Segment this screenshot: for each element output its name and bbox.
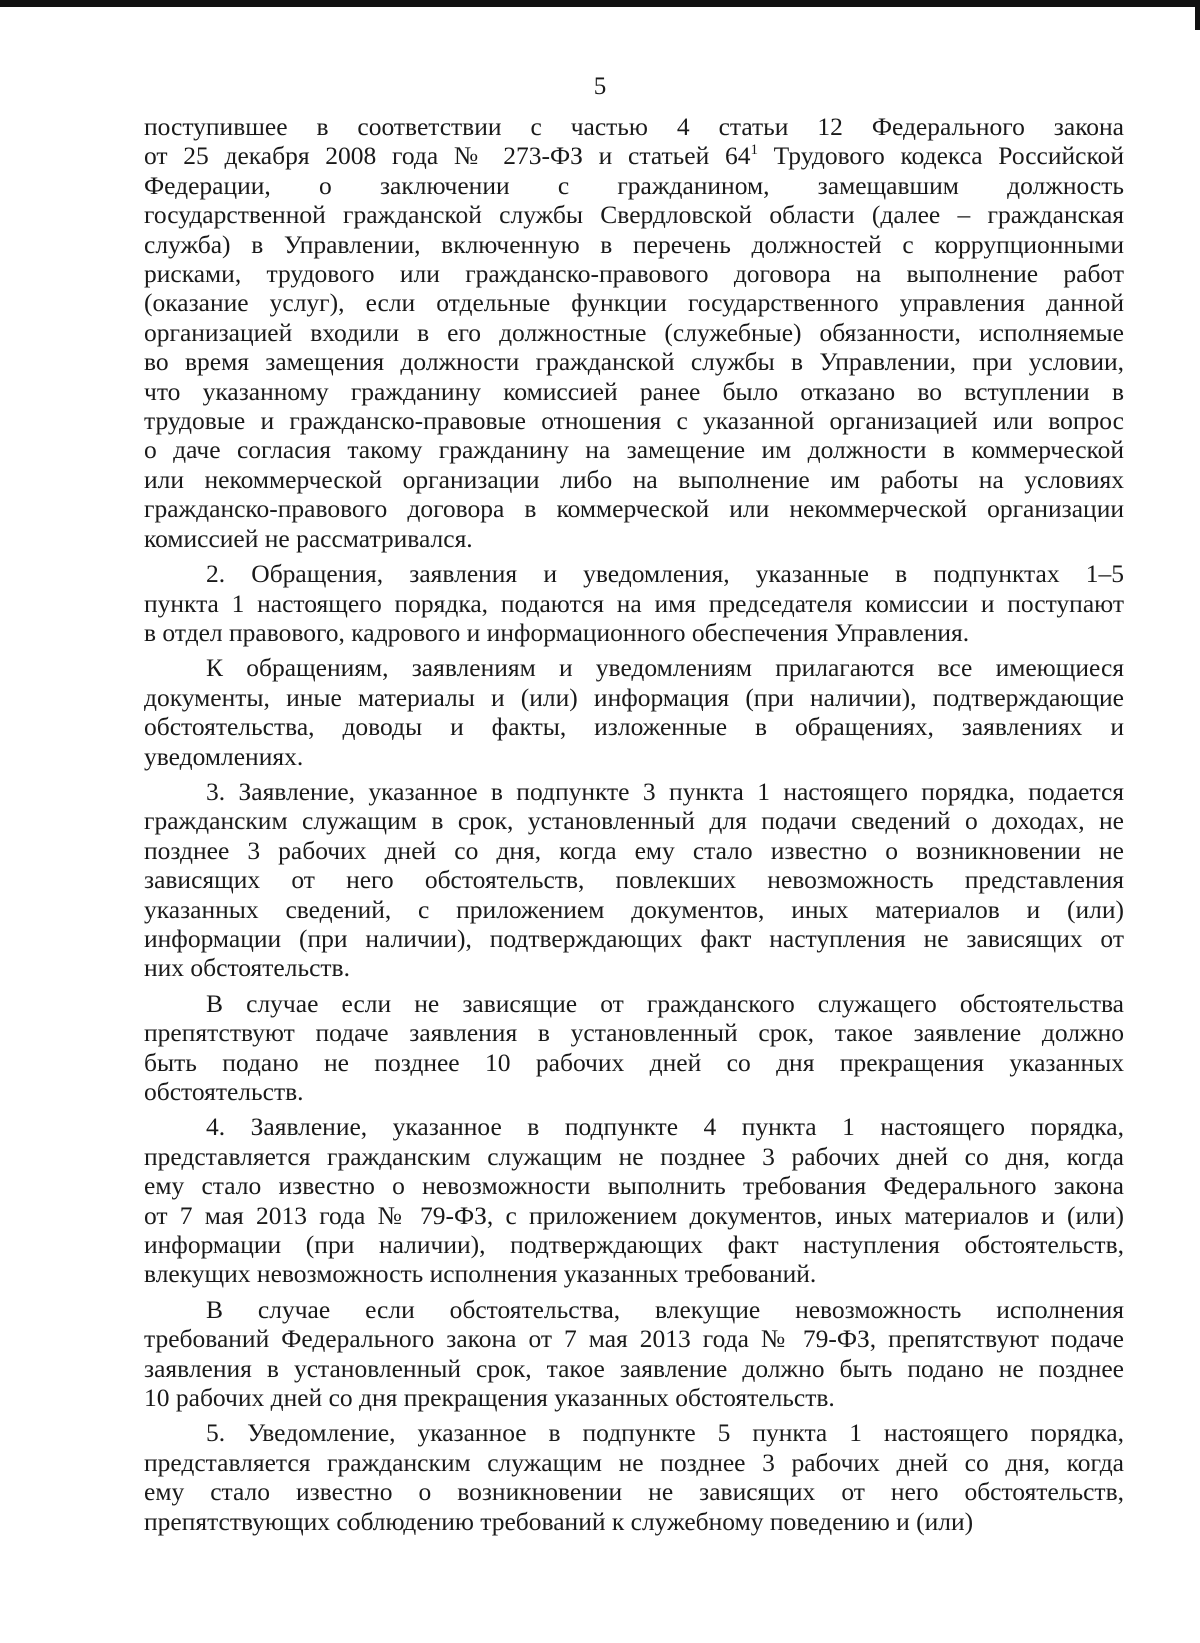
text-line: 4. Заявление, указанное в подпункте 4 пункта 1 настоящего порядка, (206, 1112, 1124, 1142)
text-line: поступившее в соответствии с частью 4 статьи 12 Федерального закона (144, 112, 1124, 141)
text-line: во время замещения должности гражданской службы в Управлении, при условии, (144, 347, 1124, 377)
text-line: в отдел правового, кадрового и информационного обеспечения Управления. (144, 617, 970, 647)
text-line: них обстоятельств. (144, 953, 350, 983)
scan-border-right (1195, 0, 1200, 30)
text-line: ему стало известно о невозможности выполнить требования Федерального закона (144, 1171, 1124, 1201)
text-line: или некоммерческой организации либо на выполнение им работы на условиях (144, 464, 1124, 494)
text-line: позднее 3 рабочих дней со дня, когда ему стало известно о возникновении не (144, 835, 1124, 865)
text-line: комиссией не рассматривался. (144, 523, 473, 553)
text-line: рисками, трудового или гражданско-правового договора на выполнение работ (144, 259, 1124, 289)
text-line: ему стало известно о возникновении не зависящих от него обстоятельств, (144, 1477, 1124, 1507)
text-line: документы, иные материалы и (или) информация (при наличии), подтверждающие (144, 682, 1124, 712)
text-line: трудовые и гражданско-правовые отношения с указанной организацией или вопрос (144, 406, 1124, 436)
text-line: государственной гражданской службы Свердловской области (далее – гражданская (144, 200, 1124, 230)
text-line: обстоятельств. (144, 1077, 304, 1106)
text-line: информации (при наличии), подтверждающих факт наступления обстоятельств, (144, 1230, 1124, 1260)
text-line: (оказание услуг), если отдельные функции государственного управления данной (144, 288, 1124, 318)
text-line: Федерации, о заключении с гражданином, замещавшим должность (144, 170, 1124, 200)
text-line: 10 рабочих дней со дня прекращения указанных обстоятельств. (144, 1383, 835, 1413)
text-line: организацией входили в его должностные (служебные) обязанности, исполняемые (144, 317, 1124, 347)
scan-border-top (0, 0, 1200, 7)
text-line: быть подано не позднее 10 рабочих дней со дня прекращения указанных (144, 1047, 1124, 1077)
paragraph (144, 1112, 1124, 1288)
paragraph (144, 777, 1124, 983)
text-line: гражданским служащим в срок, установленный для подачи сведений о доходах, не (144, 806, 1124, 836)
page-number: 5 (593, 73, 607, 100)
text-line: служба) в Управлении, включенную в перечень должностей с коррупционными (144, 229, 1124, 259)
continuation-paragraph (144, 112, 1124, 553)
text-line: уведомлениях. (144, 741, 304, 771)
footnote-superscript: 1 (750, 142, 758, 159)
text-line: представляется гражданским служащим не позднее 3 рабочих дней со дня, когда (144, 1141, 1124, 1171)
text-line: о даче согласия такому гражданину на замещение им должности в коммерческой (144, 435, 1124, 465)
text-line: от 7 мая 2013 года № 79-ФЗ, с приложением документов, иных материалов и (или) (144, 1200, 1124, 1230)
paragraph (144, 653, 1124, 771)
text-line: зависящих от него обстоятельств, повлекших невозможность представления (144, 865, 1124, 895)
text-line: В случае если не зависящие от гражданского служащего обстоятельства (206, 988, 1124, 1018)
paragraph (144, 1418, 1124, 1536)
paragraph (144, 1295, 1124, 1413)
text-line: заявления в установленный срок, такое заявление должно быть подано не позднее (144, 1353, 1124, 1383)
text-line: требований Федерального закона от 7 мая 2013 года № 79-ФЗ, препятствуют подаче (144, 1324, 1124, 1354)
text-line: 2. Обращения, заявления и уведомления, указанные в подпунктах 1–5 (206, 559, 1124, 589)
text-line: 3. Заявление, указанное в подпункте 3 пункта 1 настоящего порядка, подается (206, 776, 1124, 806)
text-line: от 25 декабря 2008 года № 273-ФЗ и статьей $64^1$ Трудового кодекса Российской (144, 141, 1124, 171)
text-line: что указанному гражданину комиссией ранее было отказано во вступлении в (144, 376, 1124, 406)
text-line: пункта 1 настоящего порядка, подаются на имя председателя комиссии и поступают (144, 588, 1124, 618)
text-line: В случае если обстоятельства, влекущие невозможность исполнения (206, 1294, 1124, 1324)
text-line: указанных сведений, с приложением документов, иных материалов и (или) (144, 894, 1124, 924)
text-line: К обращениям, заявлениям и уведомлениям прилагаются все имеющиеся (206, 653, 1124, 683)
text-line: препятствуют подаче заявления в установленный срок, такое заявление должно (144, 1018, 1124, 1048)
text-line: влекущих невозможность исполнения указанных требований. (144, 1259, 817, 1289)
paragraph (144, 559, 1124, 647)
text-line: препятствующих соблюдению требований к служебному поведению и (или) (144, 1506, 974, 1536)
text-line: представляется гражданским служащим не позднее 3 рабочих дней со дня, когда (144, 1447, 1124, 1477)
paragraph (144, 989, 1124, 1107)
document-body (144, 112, 1124, 1536)
text-line: обстоятельства, доводы и факты, изложенные в обращениях, заявлениях и (144, 712, 1124, 742)
text-line: 5. Уведомление, указанное в подпункте 5 пункта 1 настоящего порядка, (206, 1418, 1124, 1448)
text-line: гражданско-правового договора в коммерческой или некоммерческой организации (144, 494, 1124, 524)
text-line: информации (при наличии), подтверждающих факт наступления не зависящих от (144, 923, 1124, 953)
